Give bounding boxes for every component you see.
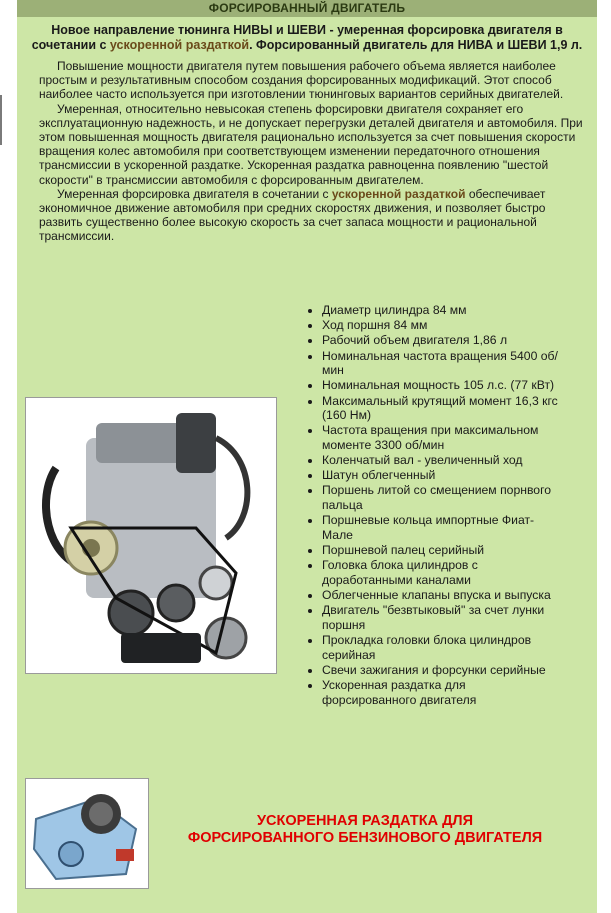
bullet-icon (308, 669, 312, 673)
spec-item (308, 663, 558, 678)
spec-item-label: Двигатель "безвтыковый" за счет лунки поршня (322, 603, 545, 632)
spec-item-label: Частота вращения при максимальном моменте 3300 об/мин (322, 423, 539, 452)
bullet-icon (308, 594, 312, 598)
bullet-icon (308, 684, 312, 688)
spec-item-label: Поршень литой со смещением порнвого пальца (322, 483, 552, 513)
transfer-case-photo-icon (26, 779, 148, 888)
left-margin (0, 0, 17, 913)
paragraph-3-highlight-link[interactable]: ускоренной раздаткой (331, 186, 466, 201)
spec-item-label: Максимальный крутящий момент 16,3 кгс (160 Нм) (322, 393, 558, 423)
article-body (39, 59, 587, 244)
spec-item-label: Головка блока цилиндров с доработанными каналами (322, 558, 478, 587)
bullet-icon (308, 355, 312, 359)
spec-item-label: Рабочий объем двигателя 1,86 л (322, 333, 508, 348)
bullet-icon (308, 519, 312, 523)
spec-item-label: Ускоренная раздатка для форсированного двигателя (322, 677, 477, 707)
bullet-icon (308, 384, 312, 388)
paragraph-3-text-2: обеспечивает экономичное движение автомобиля при средних скоростях движения, и позволяет быстро развить существенно более высокую скорость за счет запаса мощности и рациональной трансмиссии. (39, 186, 546, 244)
intro-text-2: . Форсированный двигатель для НИВА и ШЕВИ 1,9 л. (249, 38, 583, 52)
spec-item-label: Диаметр цилиндра 84 мм (322, 303, 467, 317)
paragraph-2: Умеренная, относительно невысокая степень форсировки двигателя сохраняет его эксплуатационную надежность, и не допускает перегрузки деталей двигателя и автомобиля. При этом повышенная мощность двигателя рационально используется за счет повышения скорости вращения колес автомобиля при соответствующем изменении передаточного отношения трансмиссии в ускоренной раздатке. Ускоренная раздатка равноценна появлению "шестой скорости" в трансмиссии автомобиля с форсированным двигателем. (39, 101, 583, 187)
bullet-icon (308, 609, 312, 613)
bullet-icon (308, 549, 312, 553)
spec-item-label: Коленчатый вал - увеличенный ход (322, 453, 523, 468)
spec-item (308, 453, 558, 468)
right-margin (597, 0, 611, 913)
spec-item-label: Номинальная мощность 105 л.с. (77 кВт) (322, 378, 555, 393)
spec-item (308, 513, 558, 542)
promo-line-2: ФОРСИРОВАННОГО БЕНЗИНОВОГО ДВИГАТЕЛЯ (187, 830, 543, 846)
bullet-icon (308, 474, 312, 478)
bullet-icon (308, 564, 312, 568)
spec-item (308, 633, 558, 662)
spec-item-label: Ход поршня 84 мм (322, 318, 428, 333)
bullet-icon (308, 459, 312, 463)
engine-image (25, 397, 277, 674)
spec-item-label: Свечи зажигания и форсунки серийные (322, 662, 546, 677)
spec-item-label: Облегченные клапаны впуска и выпуска (322, 588, 551, 602)
spec-item (308, 603, 558, 632)
spec-item (308, 468, 558, 483)
bullet-icon (308, 309, 312, 313)
bullet-icon (308, 429, 312, 433)
spec-item (308, 378, 558, 393)
engine-photo-icon (26, 398, 276, 673)
intro-highlight-link[interactable]: ускоренной раздаткой (109, 38, 250, 52)
paragraph-3 (39, 187, 587, 244)
spec-item (308, 394, 558, 423)
bullet-icon (308, 489, 312, 493)
spec-item (308, 588, 558, 603)
spec-item (308, 483, 558, 512)
paragraph-3-text-1: Умеренная форсировка двигателя в сочетании с (57, 186, 332, 201)
intro-heading (27, 23, 587, 53)
engine-specs-list (308, 303, 558, 708)
bullet-icon (308, 400, 312, 404)
bullet-icon (308, 639, 312, 643)
promo-banner[interactable] (150, 813, 580, 847)
intro-text-1: Новое направление тюнинга НИВЫ и ШЕВИ - умеренная форсировка двигателя в сочетании с (31, 23, 563, 52)
spec-item (308, 678, 558, 707)
spec-item-label: Поршневые кольца импортные Фиат-Мале (322, 513, 535, 542)
spec-item (308, 543, 558, 558)
spec-item (308, 333, 558, 348)
bullet-icon (308, 339, 312, 343)
paragraph-1: Повышение мощности двигателя путем повышения рабочего объема является наиболее простым и результативным способом создания форсированных модификаций. Этот способ наиболее часто используется при изготовлении тюнинговых вариантов серийных двигателей. (39, 59, 564, 102)
spec-item-label: Поршневой палец серийный (322, 543, 485, 558)
bullet-icon (308, 324, 312, 328)
promo-line-1: УСКОРЕННАЯ РАЗДАТКА ДЛЯ (257, 813, 473, 829)
spec-item-label: Прокладка головки блока цилиндров серийная (322, 632, 532, 662)
spec-item (308, 558, 558, 587)
left-divider-mark (0, 95, 2, 145)
spec-item-label: Номинальная частота вращения 5400 об/мин (322, 348, 558, 378)
spec-item (308, 318, 558, 333)
transfer-case-image (25, 778, 149, 889)
spec-item-label: Шатун облегченный (322, 468, 436, 483)
spec-item (308, 423, 558, 452)
spec-item (308, 349, 558, 378)
spec-item (308, 303, 558, 318)
page-title: ФОРСИРОВАННЫЙ ДВИГАТЕЛЬ (17, 0, 597, 17)
